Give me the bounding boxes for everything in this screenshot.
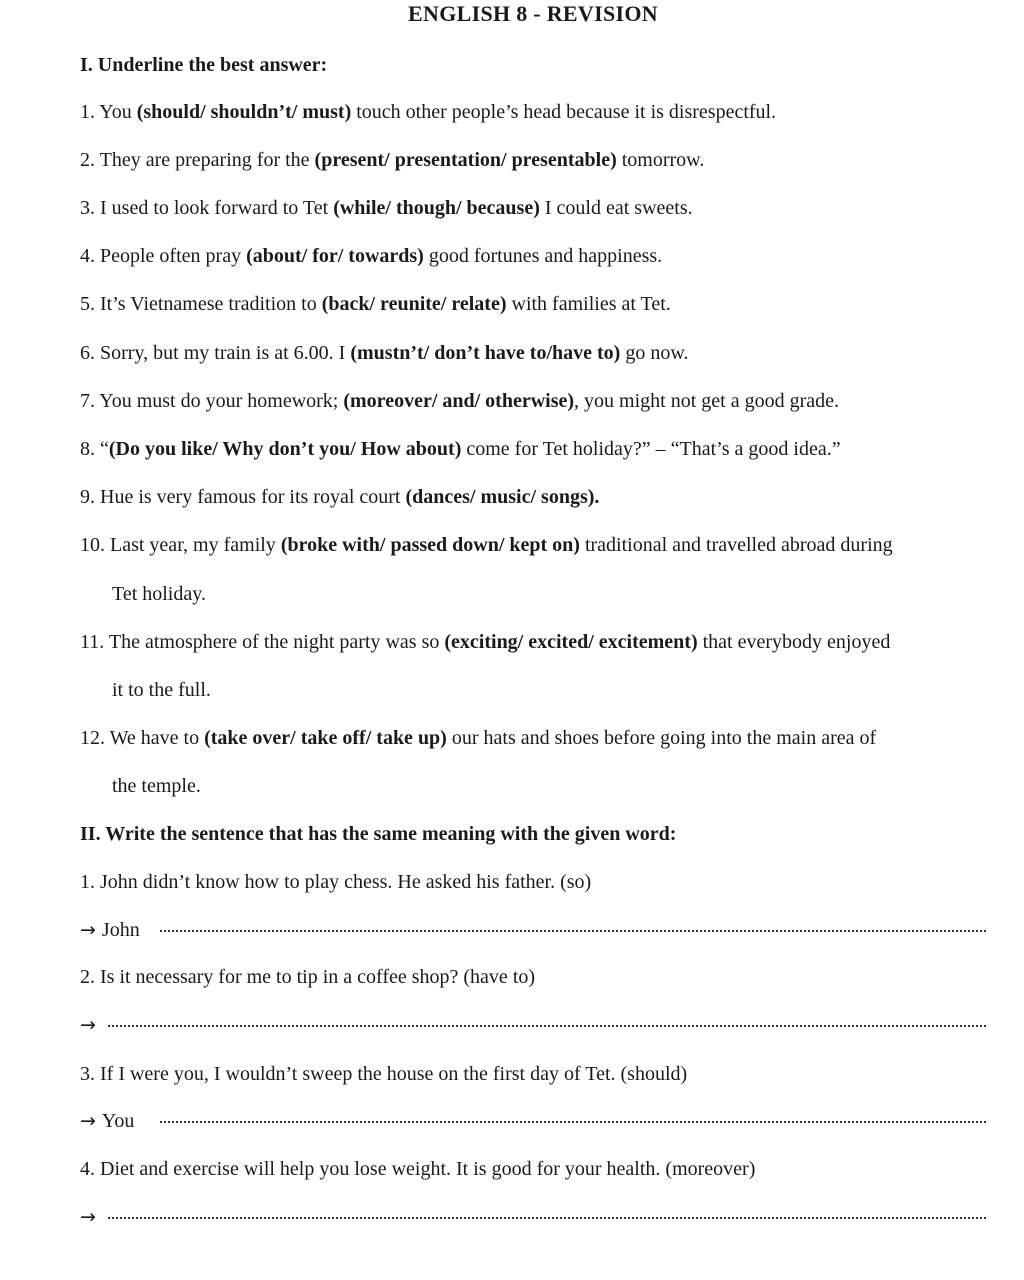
- answer-options: (exciting/ excited/ excitement): [444, 631, 698, 653]
- answer-dotted-line[interactable]: [108, 1025, 986, 1027]
- answer-options: (dances/ music/ songs).: [405, 486, 600, 508]
- rewrite-answer-3[interactable]: [80, 1107, 986, 1135]
- answer-dotted-line[interactable]: [160, 930, 986, 932]
- answer-dotted-line[interactable]: [108, 1217, 986, 1219]
- rewrite-question-2: 2. Is it necessary for me to tip in a coffee shop? (have to): [80, 966, 536, 988]
- answer-options: (broke with/ passed down/ kept on): [280, 534, 580, 556]
- document-title: ENGLISH 8 - REVISION: [408, 1, 658, 26]
- question-10: 10. Last year, my family (broke with/ passed down/ kept on) traditional and travelled abroad during: [80, 534, 893, 556]
- answer-dotted-line[interactable]: [160, 1121, 986, 1123]
- question-11-continuation: it to the full.: [112, 679, 211, 701]
- section-1-heading: I. Underline the best answer:: [80, 54, 328, 76]
- answer-options: (back/ reunite/ relate): [321, 293, 507, 315]
- answer-options: (take over/ take off/ take up): [204, 727, 447, 749]
- question-3: 3. I used to look forward to Tet (while/ though/ because) I could eat sweets.: [80, 197, 693, 219]
- question-8: 8. “(Do you like/ Why don’t you/ How about) come for Tet holiday?” – “That’s a good idea.”: [80, 438, 841, 460]
- answer-options: (should/ shouldn’t/ must): [136, 101, 352, 123]
- question-7: 7. You must do your homework; (moreover/ and/ otherwise), you might not get a good grade.: [80, 390, 839, 412]
- question-11: 11. The atmosphere of the night party was so (exciting/ excited/ excitement) that everybody enjoyed: [80, 631, 891, 653]
- question-10-continuation: Tet holiday.: [112, 583, 206, 605]
- answer-options: (present/ presentation/ presentable): [314, 149, 617, 171]
- arrow-icon: →: [80, 1014, 96, 1036]
- question-6: 6. Sorry, but my train is at 6.00. I (mustn’t/ don’t have to/have to) go now.: [80, 342, 689, 364]
- answer-options: (about/ for/ towards): [246, 245, 424, 267]
- section-2-heading: II. Write the sentence that has the same meaning with the given word:: [80, 823, 677, 845]
- answer-options: (while/ though/ because): [333, 197, 540, 219]
- rewrite-question-4: 4. Diet and exercise will help you lose weight. It is good for your health. (moreover): [80, 1158, 756, 1180]
- question-5: 5. It’s Vietnamese tradition to (back/ reunite/ relate) with families at Tet.: [80, 293, 671, 315]
- question-2: 2. They are preparing for the (present/ presentation/ presentable) tomorrow.: [80, 149, 705, 171]
- answer-options: (Do you like/ Why don’t you/ How about): [108, 438, 462, 460]
- arrow-icon: →: [80, 1110, 96, 1132]
- question-12-continuation: the temple.: [112, 775, 201, 797]
- answer-options: (moreover/ and/ otherwise): [343, 390, 575, 412]
- rewrite-answer-1[interactable]: [80, 916, 986, 944]
- rewrite-answer-2[interactable]: [80, 1011, 986, 1039]
- arrow-icon: →: [80, 919, 96, 941]
- question-4: 4. People often pray (about/ for/ towards) good fortunes and happiness.: [80, 245, 663, 267]
- arrow-icon: →: [80, 1206, 96, 1228]
- rewrite-question-1: 1. John didn’t know how to play chess. He asked his father. (so): [80, 871, 592, 893]
- answer-start: You: [101, 1110, 135, 1132]
- question-1: 1. You (should/ shouldn’t/ must) touch other people’s head because it is disrespectful.: [80, 101, 777, 123]
- rewrite-question-3: 3. If I were you, I wouldn’t sweep the house on the first day of Tet. (should): [80, 1063, 688, 1085]
- rewrite-answer-4[interactable]: [80, 1203, 986, 1231]
- answer-options: (mustn’t/ don’t have to/have to): [350, 342, 621, 364]
- question-12: 12. We have to (take over/ take off/ take up) our hats and shoes before going into the main area of: [80, 727, 877, 749]
- answer-start: John: [101, 919, 140, 941]
- question-9: 9. Hue is very famous for its royal court (dances/ music/ songs).: [80, 486, 600, 508]
